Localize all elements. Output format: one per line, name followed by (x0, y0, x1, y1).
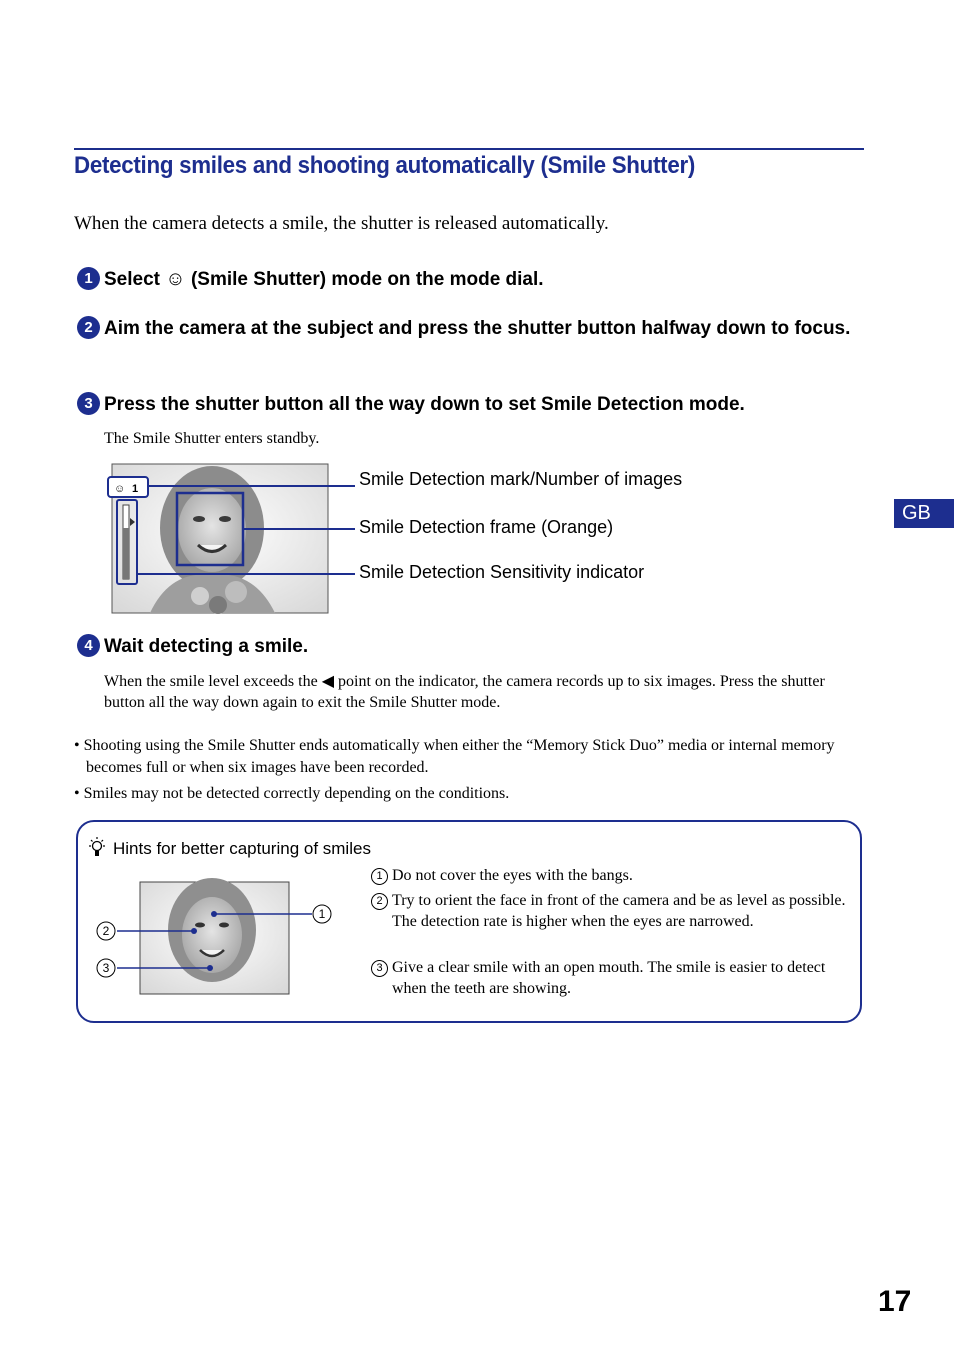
hint-number: 3 (371, 960, 388, 977)
hint-text: Do not cover the eyes with the bangs. (392, 867, 633, 884)
page-number: 17 (878, 1285, 912, 1318)
step-1-number: 1 (77, 267, 100, 290)
smile-mode-icon: ☺ (165, 268, 186, 290)
callout-2-label: 2 (102, 924, 110, 938)
step-4-text: Wait detecting a smile. (104, 636, 309, 657)
callout-1-label: 1 (318, 907, 326, 921)
intro-text: When the camera detects a smile, the shutter is released automatically. (74, 213, 609, 234)
callout-3-label: 3 (102, 961, 110, 975)
step-2-number: 2 (77, 316, 100, 339)
step-1-text-before: Select (104, 269, 160, 290)
smile-mark-icon: ☺ (114, 483, 126, 495)
hint-number: 1 (371, 868, 388, 885)
step-2-text: Aim the camera at the subject and press the shutter button halfway down to focus. (104, 318, 851, 339)
label-smile-mark: Smile Detection mark/Number of images (359, 469, 683, 489)
page-title: Detecting smiles and shooting automatically (Smile Shutter) (74, 152, 696, 179)
bullet-item: • Smiles may not be detected correctly depending on the conditions. (74, 785, 510, 802)
step-4-number: 4 (77, 634, 100, 657)
hints-title: Hints for better capturing of smiles (113, 839, 371, 858)
label-sensitivity-indicator: Smile Detection Sensitivity indicator (359, 562, 645, 582)
smile-mark-count: 1 (132, 483, 139, 495)
hint-item (371, 957, 851, 997)
hint-item (371, 890, 851, 930)
label-detection-frame: Smile Detection frame (Orange) (359, 517, 614, 537)
step-3-note: The Smile Shutter enters standby. (104, 430, 320, 447)
language-tab: GB (894, 499, 954, 528)
hint-item (371, 865, 851, 886)
step-3-text: Press the shutter button all the way down to set Smile Detection mode. (104, 394, 745, 415)
hint-text: Give a clear smile with an open mouth. The smile is easier to detect when the teeth are showing. (392, 959, 826, 997)
step-4-note: When the smile level exceeds the ◀ point on the indicator, the camera records up to six images. Press the shutter button all the way down again to exit the Smile Shutter mode. (104, 673, 825, 711)
step-3-number: 3 (77, 392, 100, 415)
step-1-text-after: (Smile Shutter) mode on the mode dial. (190, 269, 544, 290)
hint-number: 2 (371, 893, 388, 910)
hint-text: Try to orient the face in front of the camera and be as level as possible. The detection rate is higher when the eyes are narrowed. (392, 892, 846, 930)
bullet-item: • Shooting using the Smile Shutter ends automatically when either the “Memory Stick Duo” media or internal memory becomes full or when six images have been recorded. (74, 737, 835, 776)
